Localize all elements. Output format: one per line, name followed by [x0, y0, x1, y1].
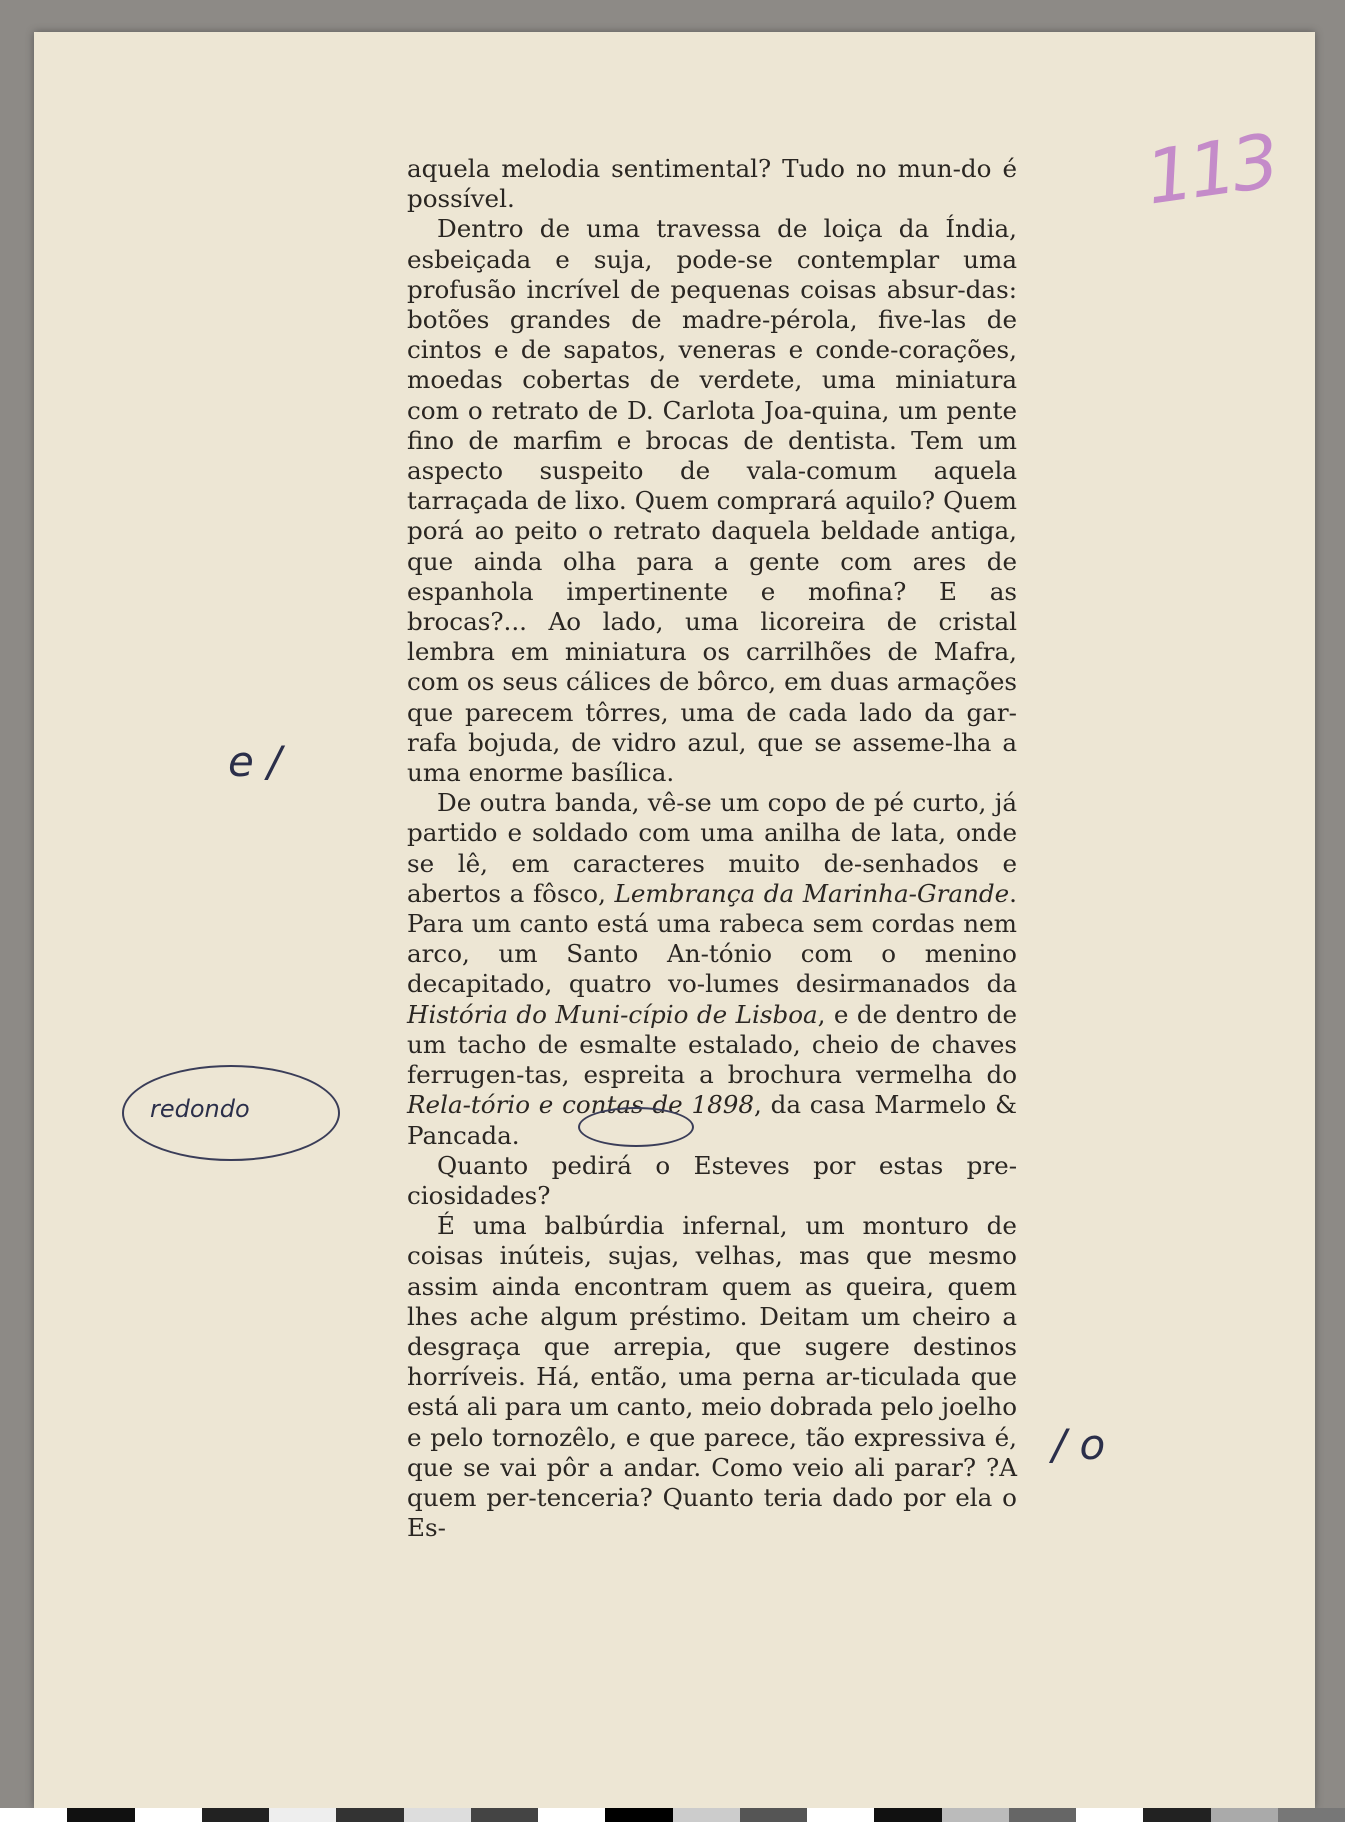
strip-segment	[1076, 1808, 1143, 1822]
strip-segment	[135, 1808, 202, 1822]
strip-segment	[807, 1808, 874, 1822]
text-run: De outra banda, vê-se um copo de pé curto, já partido e soldado com uma anilha de lata, onde se lê, em caracteres muito de-senhados e abertos a fôsco,	[407, 788, 1017, 908]
paragraph-p3	[407, 788, 1017, 1150]
body-text	[407, 154, 1017, 1543]
strip-segment	[1211, 1808, 1278, 1822]
italic-title: História do Muni-cípio de Lisboa	[407, 999, 818, 1029]
strip-segment	[202, 1808, 269, 1822]
scan-color-strip	[0, 1808, 1345, 1822]
date-circle-mark	[578, 1107, 694, 1147]
italic-title: Lembrança da Marinha-Grande	[614, 878, 1010, 908]
text-run: É uma balbúrdia infernal, um monturo de coisas inúteis, sujas, velhas, mas que mesmo assim ainda encontram quem as queira, quem lhes ache algum préstimo. Deitam um cheiro a desgraça que arrepia, que sugere destinos horríveis. Há, então, uma perna ar-ticulada que está ali para um canto, meio dobrada pelo joelho e pelo tornozêlo, e que parece, tão expressiva é, que se vai pôr a andar. Como veio ali parar? ?A quem per-tenceria? Quanto teria dado por ela o Es-	[407, 1211, 1017, 1543]
text-run: , e de dentro de um tacho de esmalte estalado, cheio de chaves ferrugen-tas, espreita a brochura vermelha do	[407, 999, 1018, 1090]
text-run: Dentro de uma travessa de loiça da Índia, esbeiçada e suja, pode-se contemplar uma profusão incrível de pequenas coisas absur-das: botões grandes de madre-pérola, five-las de cintos e de sapatos, veneras e conde-corações, moedas cobertas de verdete, uma miniatura com o retrato de D. Carlota Joa-quina, um pente fino de marfim e brocas de dentista. Tem um aspecto suspeito de vala-comum aquela tarraçada de lixo. Quem comprará aquilo? Quem porá ao peito o retrato daquela beldade antiga, que ainda olha para a gente com ares de espanhola impertinente e mofina? E as brocas?... Ao lado, uma licoreira de cristal lembra em miniatura os carrilhões de Mafra, com os seus cálices de bôrco, em duas armações que parecem tôrres, uma de cada lado da gar-rafa bojuda, de vidro azul, que se asseme-lha a uma enorme basílica.	[407, 214, 1017, 788]
strip-segment	[740, 1808, 807, 1822]
strip-segment	[673, 1808, 740, 1822]
strip-segment	[1143, 1808, 1210, 1822]
folio-number: 113	[1140, 118, 1281, 222]
strip-segment	[605, 1808, 672, 1822]
strip-segment	[336, 1808, 403, 1822]
strip-segment	[1009, 1808, 1076, 1822]
italic-title: Rela-tório e contas de 1898	[407, 1090, 755, 1120]
strip-segment	[0, 1808, 67, 1822]
document-page	[34, 32, 1315, 1808]
strip-segment	[471, 1808, 538, 1822]
paragraph-p2	[407, 214, 1017, 788]
margin-note-right: / o	[1052, 1420, 1106, 1469]
text-run: , da casa Marmelo & Pancada.	[407, 1090, 1017, 1150]
paragraph-p4	[407, 1151, 1017, 1211]
strip-segment	[874, 1808, 941, 1822]
margin-note-left: e /	[228, 737, 282, 786]
margin-note-ring: redondo	[150, 1095, 250, 1123]
strip-segment	[67, 1808, 134, 1822]
strip-segment	[1278, 1808, 1345, 1822]
strip-segment	[538, 1808, 605, 1822]
strip-segment	[942, 1808, 1009, 1822]
text-run: . Para um canto está uma rabeca sem cordas nem arco, um Santo An-tónio com o menino decapitado, quatro vo-lumes desirmanados da	[407, 878, 1017, 999]
paragraph-p1	[407, 154, 1017, 214]
text-run: aquela melodia sentimental? Tudo no mun-do é possível.	[407, 154, 1017, 214]
strip-segment	[269, 1808, 336, 1822]
text-run: Quanto pedirá o Esteves por estas pre-ciosidades?	[407, 1150, 1017, 1210]
strip-segment	[404, 1808, 471, 1822]
paragraph-p5	[407, 1211, 1017, 1543]
